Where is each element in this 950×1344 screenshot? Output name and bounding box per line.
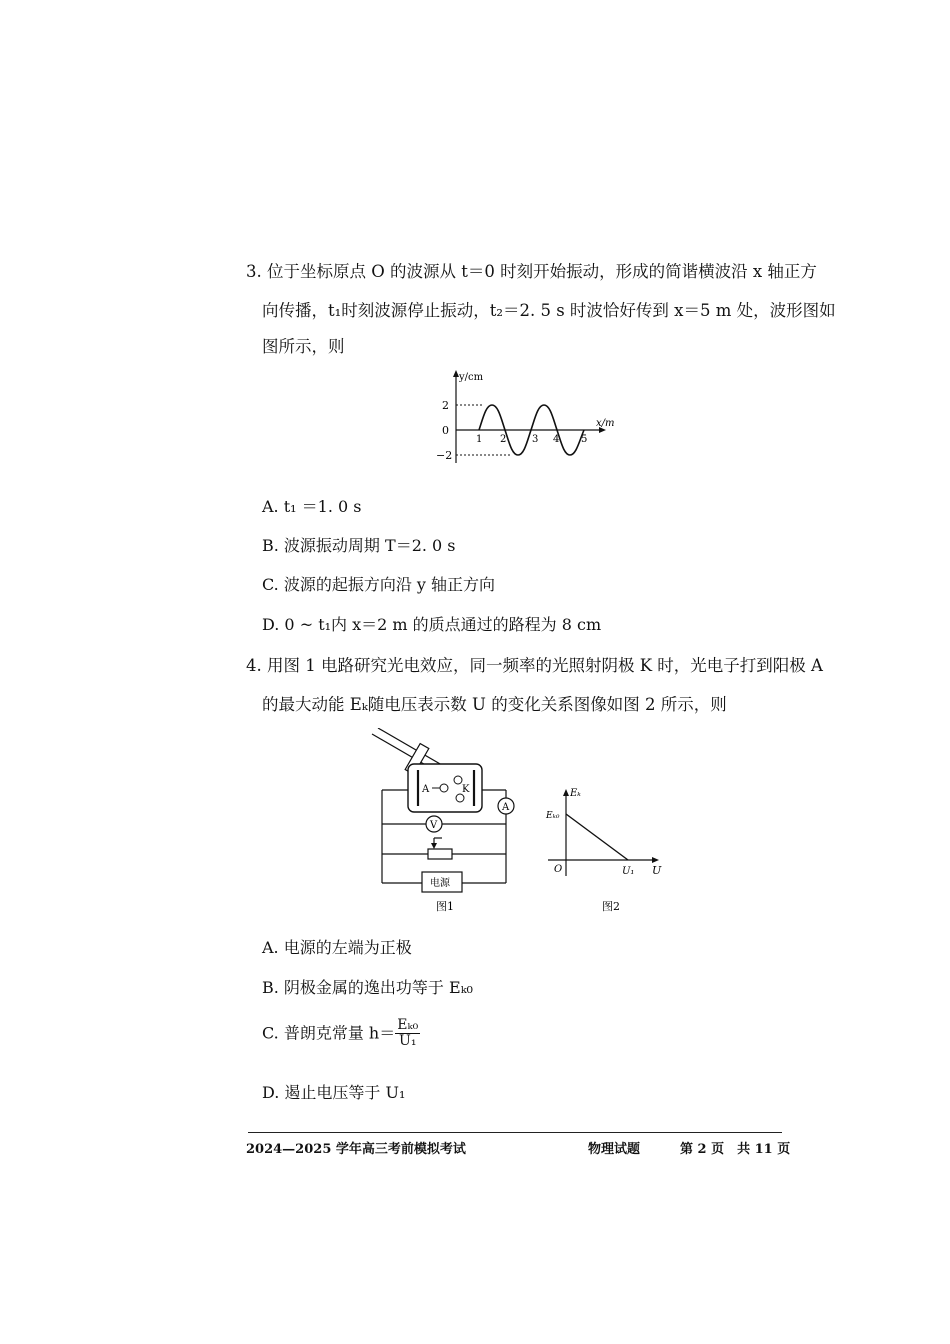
q3-wave-graph [430,368,620,468]
q4-option-d: D. 遏止电压等于 U₁ [262,1083,406,1102]
ek-u-line [566,814,628,860]
cathode-label: K [462,784,470,795]
u1-label: U₁ [622,866,635,877]
x-tick-1: 1 [476,434,483,445]
x-tick-3: 3 [532,434,539,445]
y-tick-neg2: −2 [436,449,453,462]
slider-arrow [431,843,437,849]
fraction-numerator: Eₖ₀ [397,1017,419,1033]
q3-line-2: 向传播，t₁时刻波源停止振动，t₂＝2. 5 s 时波恰好传到 x＝5 m 处，波形图如 [262,301,836,320]
planck-fraction [395,1018,420,1050]
footer-rule [248,1132,782,1133]
ek-axis-arrow [563,789,569,796]
q3-line-3: 图所示，则 [262,337,345,356]
photo-tube [408,764,482,812]
q3-option-a: A. t₁ ＝1. 0 s [262,497,362,516]
q3-option-d: D. 0 ~ t₁内 x＝2 m 的质点通过的路程为 8 cm [262,615,602,634]
y-tick-0: 0 [442,424,449,437]
footer-page-number: 第 2 页 共 11 页 [680,1142,791,1157]
q3-option-c: C. 波源的起振方向沿 y 轴正方向 [262,575,496,594]
q4-fig1-circuit [370,728,530,918]
q4-fig2-graph [542,782,672,918]
fig1-caption: 图1 [436,900,454,913]
y-axis-label: y/cm [459,372,484,383]
q4-option-c [262,1018,420,1050]
q4-line-2: 的最大动能 Eₖ随电压表示数 U 的变化关系图像如图 2 所示，则 [262,695,727,714]
rheostat [428,849,452,859]
q4-line-1: 4. 用图 1 电路研究光电效应，同一频率的光照射阴极 K 时，光电子打到阳极 A [246,656,823,675]
q4-option-b: B. 阴极金属的逸出功等于 Eₖ₀ [262,978,473,997]
q4-option-c-prefix: C. 普朗克常量 h＝ [262,1023,396,1043]
x-tick-5: 5 [581,434,588,445]
ammeter-label: A [502,802,510,813]
ek-label: Eₖ [570,788,581,799]
u-label: U [652,864,662,877]
footer-exam-name: 2024—2025 学年高三考前模拟考试 [246,1142,466,1157]
footer-subject: 物理试题 [588,1142,641,1157]
q3-option-b: B. 波源振动周期 T＝2. 0 s [262,536,456,555]
origin-label: O [554,864,563,875]
voltmeter-label: V [430,820,438,831]
fraction-denominator: U₁ [399,1033,417,1050]
x-tick-2: 2 [500,434,507,445]
u-axis-arrow [652,857,659,863]
anode-label: A [422,784,430,795]
fig2-caption: 图2 [602,900,620,913]
q4-option-a: A. 电源的左端为正极 [262,938,412,957]
x-tick-4: 4 [553,434,560,445]
y-tick-2: 2 [442,399,449,412]
power-source-label: 电源 [430,878,450,889]
ek0-label: Eₖ₀ [546,811,560,821]
q3-line-1: 3. 位于坐标原点 O 的波源从 t＝0 时刻开始振动，形成的简谐横波沿 x 轴正方 [246,262,817,281]
x-axis-label: x/m [596,418,615,429]
